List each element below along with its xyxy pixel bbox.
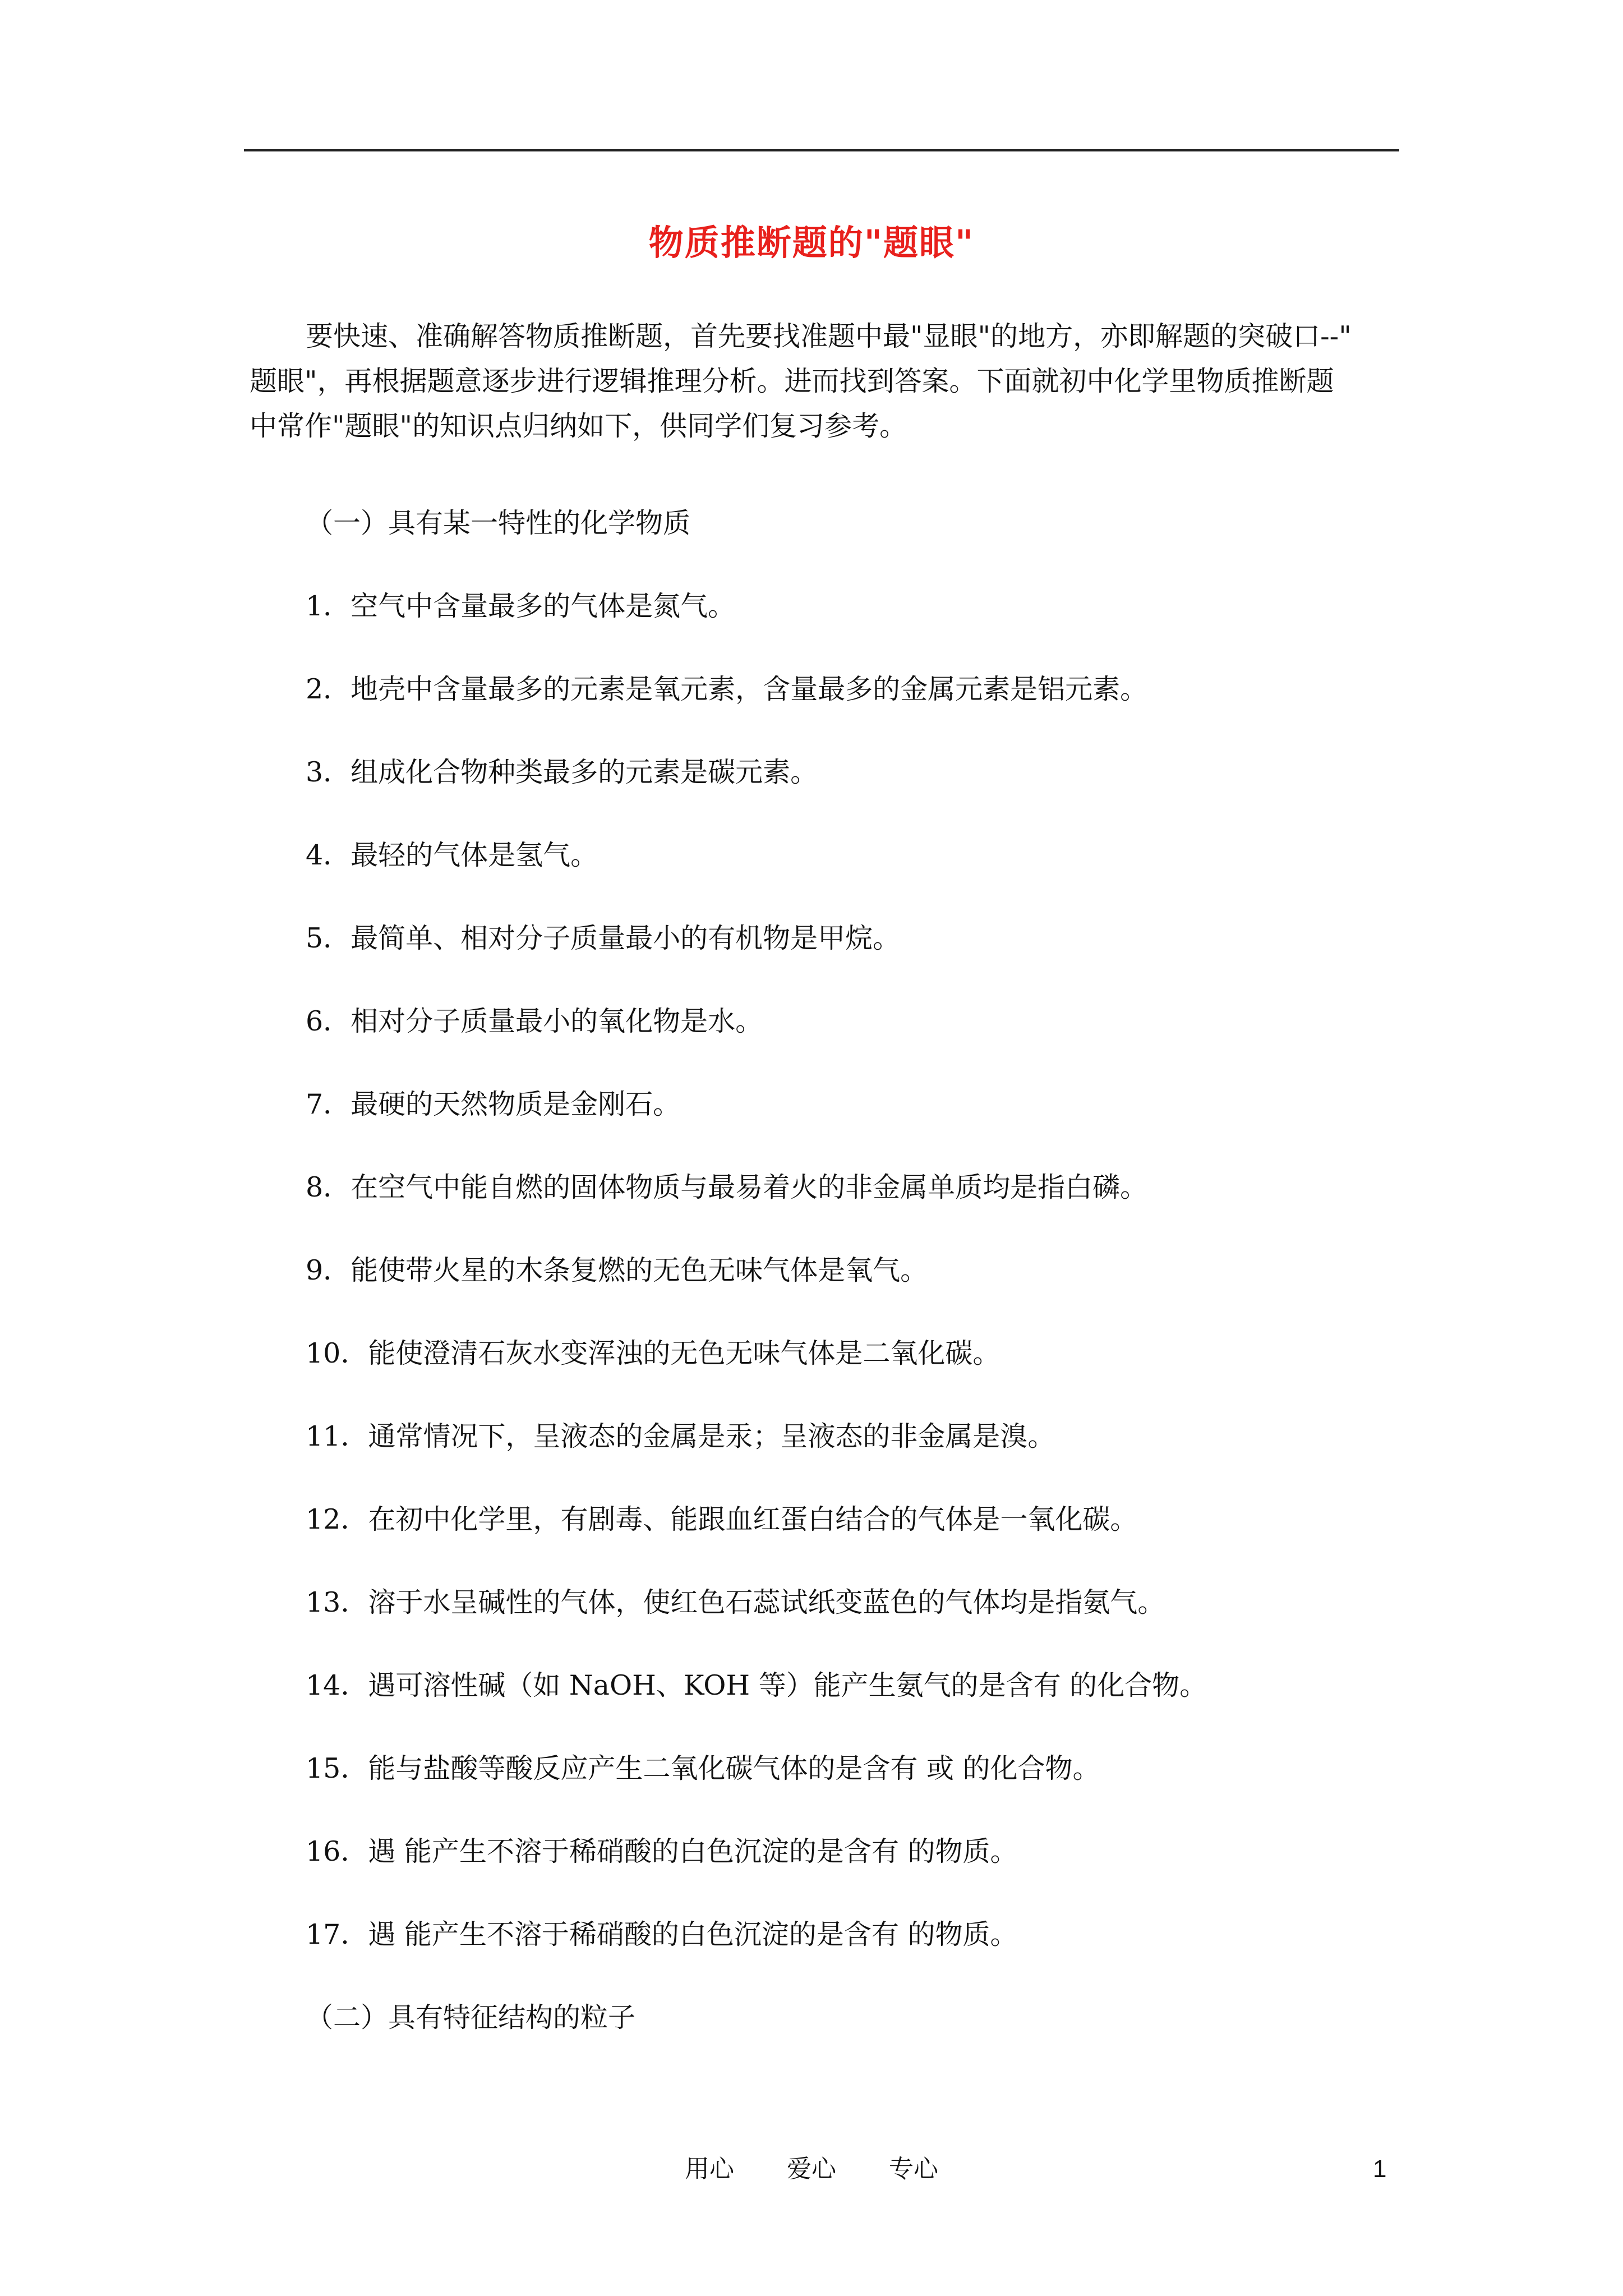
list-item: 14．遇可溶性碱（如 NaOH、KOH 等）能产生氨气的是含有 的化合物。: [306, 1669, 1207, 1701]
list-item: 4．最轻的气体是氢气。: [306, 839, 598, 871]
list-item: 15．能与盐酸等酸反应产生二氧化碳气体的是含有 或 的化合物。: [306, 1752, 1100, 1784]
footer-word: 爱心: [787, 2155, 836, 2183]
list-item: 17．遇 能产生不溶于稀硝酸的白色沉淀的是含有 的物质。: [306, 1918, 1018, 1950]
intro-line: 题眼"，再根据题意逐步进行逻辑推理分析。进而找到答案。下面就初中化学里物质推断题: [250, 365, 1334, 397]
intro-line: 要快速、准确解答物质推断题，首先要找准题中最"显眼"的地方，亦即解题的突破口--": [306, 320, 1352, 352]
list-item: 2．地壳中含量最多的元素是氧元素，含量最多的金属元素是铝元素。: [306, 673, 1148, 705]
header-rule: [244, 149, 1399, 151]
section-heading-1: （一）具有某一特性的化学物质: [306, 507, 691, 539]
intro-paragraph: [250, 314, 1399, 449]
list-item: 13．溶于水呈碱性的气体，使红色石蕊试纸变蓝色的气体均是指氨气。: [306, 1586, 1165, 1618]
list-item: 11．通常情况下，呈液态的金属是汞；呈液态的非金属是溴。: [306, 1420, 1055, 1452]
list-item: 9．能使带火星的木条复燃的无色无味气体是氧气。: [306, 1254, 928, 1286]
list-item: 8．在空气中能自燃的固体物质与最易着火的非金属单质均是指白磷。: [306, 1171, 1148, 1203]
list-item: 16．遇 能产生不溶于稀硝酸的白色沉淀的是含有 的物质。: [306, 1835, 1018, 1867]
list-item: 5．最简单、相对分子质量最小的有机物是甲烷。: [306, 922, 901, 954]
section-heading-2: （二）具有特征结构的粒子: [306, 2001, 636, 2033]
list-item: 6．相对分子质量最小的氧化物是水。: [306, 1005, 763, 1037]
footer-word: 专心: [889, 2155, 938, 2183]
list-item: 10．能使澄清石灰水变浑浊的无色无味气体是二氧化碳。: [306, 1337, 1000, 1369]
list-item: 7．最硬的天然物质是金刚石。: [306, 1088, 681, 1120]
footer-word: 用心: [685, 2155, 734, 2183]
list-item: 1．空气中含量最多的气体是氮气。: [306, 590, 736, 622]
document-title: 物质推断题的"题眼": [648, 222, 975, 263]
intro-line: 中常作"题眼"的知识点归纳如下，供同学们复习参考。: [250, 410, 907, 442]
page-number: 1: [1373, 2155, 1387, 2183]
list-item: 12．在初中化学里，有剧毒、能跟血红蛋白结合的气体是一氧化碳。: [306, 1503, 1138, 1535]
list-item: 3．组成化合物种类最多的元素是碳元素。: [306, 756, 818, 788]
